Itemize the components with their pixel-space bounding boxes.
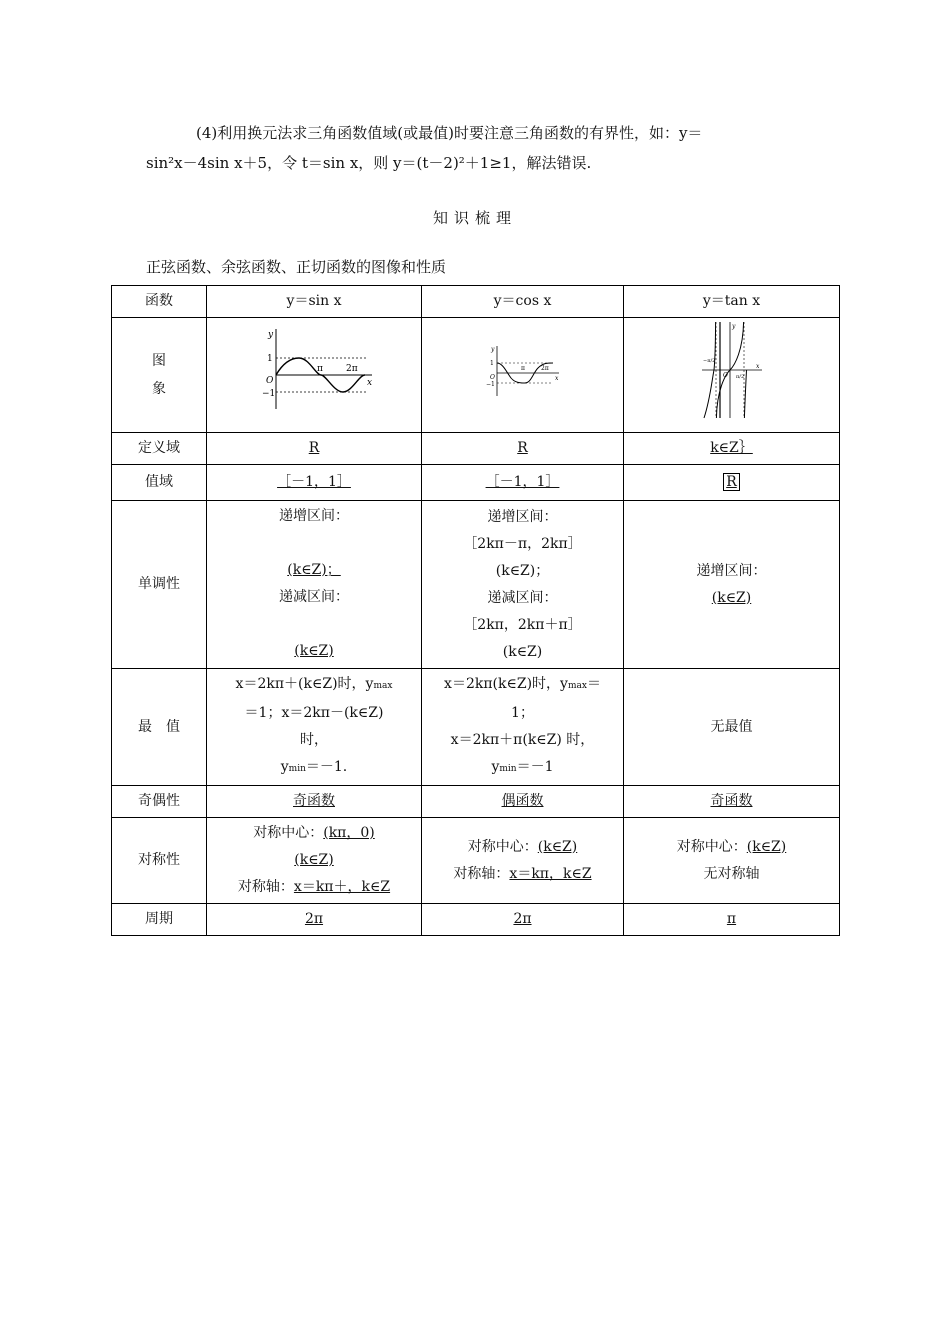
sin-y-label: y — [268, 330, 274, 340]
domain-tan: k∈Z｝ — [624, 433, 840, 465]
parity-cos: 偶函数 — [422, 786, 624, 818]
monotonic-label: 单调性 — [112, 501, 207, 669]
parity-label: 奇偶性 — [112, 786, 207, 818]
symmetry-tan: 对称中心：(k∈Z) 无对称轴 — [624, 818, 840, 904]
sin-graph — [254, 325, 374, 415]
parity-tan: 奇函数 — [624, 786, 840, 818]
cos-two-pi-label: 2π — [540, 365, 549, 372]
extreme-tan: 无最值 — [624, 669, 840, 786]
symmetry-sin: 对称中心：(kπ，0) (k∈Z) 对称轴：x＝kπ＋，k∈Z — [207, 818, 422, 904]
header-tan: y＝tan x — [624, 286, 840, 318]
monotonic-cos: 递增区间： ［2kπ－π，2kπ］ (k∈Z)； 递减区间： ［2kπ，2kπ＋π］ (k∈Z) — [422, 501, 624, 669]
monotonic-row — [112, 501, 840, 669]
tan-graph-cell — [624, 318, 840, 433]
cos-graph — [483, 340, 563, 400]
domain-label: 定义域 — [112, 433, 207, 465]
header-row — [112, 286, 840, 318]
range-cos: ［－1，1］ — [422, 465, 624, 501]
tan-origin-label: O — [722, 372, 728, 379]
range-label: 值域 — [112, 465, 207, 501]
cos-x-label: x — [554, 375, 558, 382]
period-label: 周期 — [112, 904, 207, 936]
sin-graph-cell — [207, 318, 422, 433]
monotonic-sin: 递增区间： (k∈Z)； 递减区间： (k∈Z) — [207, 501, 422, 669]
table-caption: 正弦函数、余弦函数、正切函数的图像和性质 — [146, 258, 447, 276]
section-title: 知识梳理 — [432, 209, 517, 227]
cos-pi-label: π — [520, 365, 525, 372]
sin-pi-label: π — [317, 364, 323, 374]
tan-pi-half-label: π/2 — [735, 374, 744, 380]
sin-one-label: 1 — [267, 354, 273, 364]
paragraph-line-2: sin²x－4sin x＋5，令 t＝sin x，则 y＝(t－2)²＋1≥1，解法错误. — [146, 154, 592, 172]
tan-y-label: y — [731, 323, 735, 330]
parity-sin: 奇函数 — [207, 786, 422, 818]
extreme-cos: x＝2kπ(k∈Z)时，ymax＝ 1； x＝2kπ＋π(k∈Z) 时， ymin＝－1 — [422, 669, 624, 786]
extreme-sin: x＝2kπ＋(k∈Z)时，ymax ＝1；x＝2kπ－(k∈Z) 时， ymin＝－1. — [207, 669, 422, 786]
symmetry-cos: 对称中心：(k∈Z) 对称轴：x＝kπ，k∈Z — [422, 818, 624, 904]
intro-paragraph — [146, 118, 826, 178]
paragraph-line-1: (4)利用换元法求三角函数值域(或最值)时要注意三角函数的有界性，如：y＝ — [196, 124, 703, 142]
tan-x-label: x — [755, 363, 759, 370]
symmetry-row — [112, 818, 840, 904]
sin-two-pi-label: 2π — [346, 364, 358, 374]
extreme-label: 最 值 — [112, 669, 207, 786]
cos-neg-one-label: −1 — [485, 381, 495, 388]
period-row — [112, 904, 840, 936]
domain-cos: R — [422, 433, 624, 465]
domain-row — [112, 433, 840, 465]
sin-origin-label: O — [266, 376, 274, 386]
symmetry-label: 对称性 — [112, 818, 207, 904]
monotonic-tan: 递增区间： (k∈Z) — [624, 501, 840, 669]
sin-neg-one-label: −1 — [262, 389, 276, 399]
sin-x-label: x — [367, 378, 373, 388]
header-cos: y＝cos x — [422, 286, 624, 318]
range-row — [112, 465, 840, 501]
tan-neg-pi-half-label: −π/2 — [702, 358, 715, 364]
cos-origin-label: O — [489, 374, 495, 381]
parity-row — [112, 786, 840, 818]
extreme-row — [112, 669, 840, 786]
range-tan: R — [624, 465, 840, 501]
period-tan: π — [624, 904, 840, 936]
cos-y-label: y — [490, 346, 494, 353]
domain-sin: R — [207, 433, 422, 465]
range-sin: ［－1，1］ — [207, 465, 422, 501]
trig-properties-table — [111, 285, 840, 936]
cos-one-label: 1 — [489, 360, 494, 367]
header-sin: y＝sin x — [207, 286, 422, 318]
period-sin: 2π — [207, 904, 422, 936]
cos-graph-cell — [422, 318, 624, 433]
graph-label: 图 象 — [112, 318, 207, 433]
period-cos: 2π — [422, 904, 624, 936]
graph-row — [112, 318, 840, 433]
tan-graph — [700, 320, 764, 420]
header-func: 函数 — [112, 286, 207, 318]
